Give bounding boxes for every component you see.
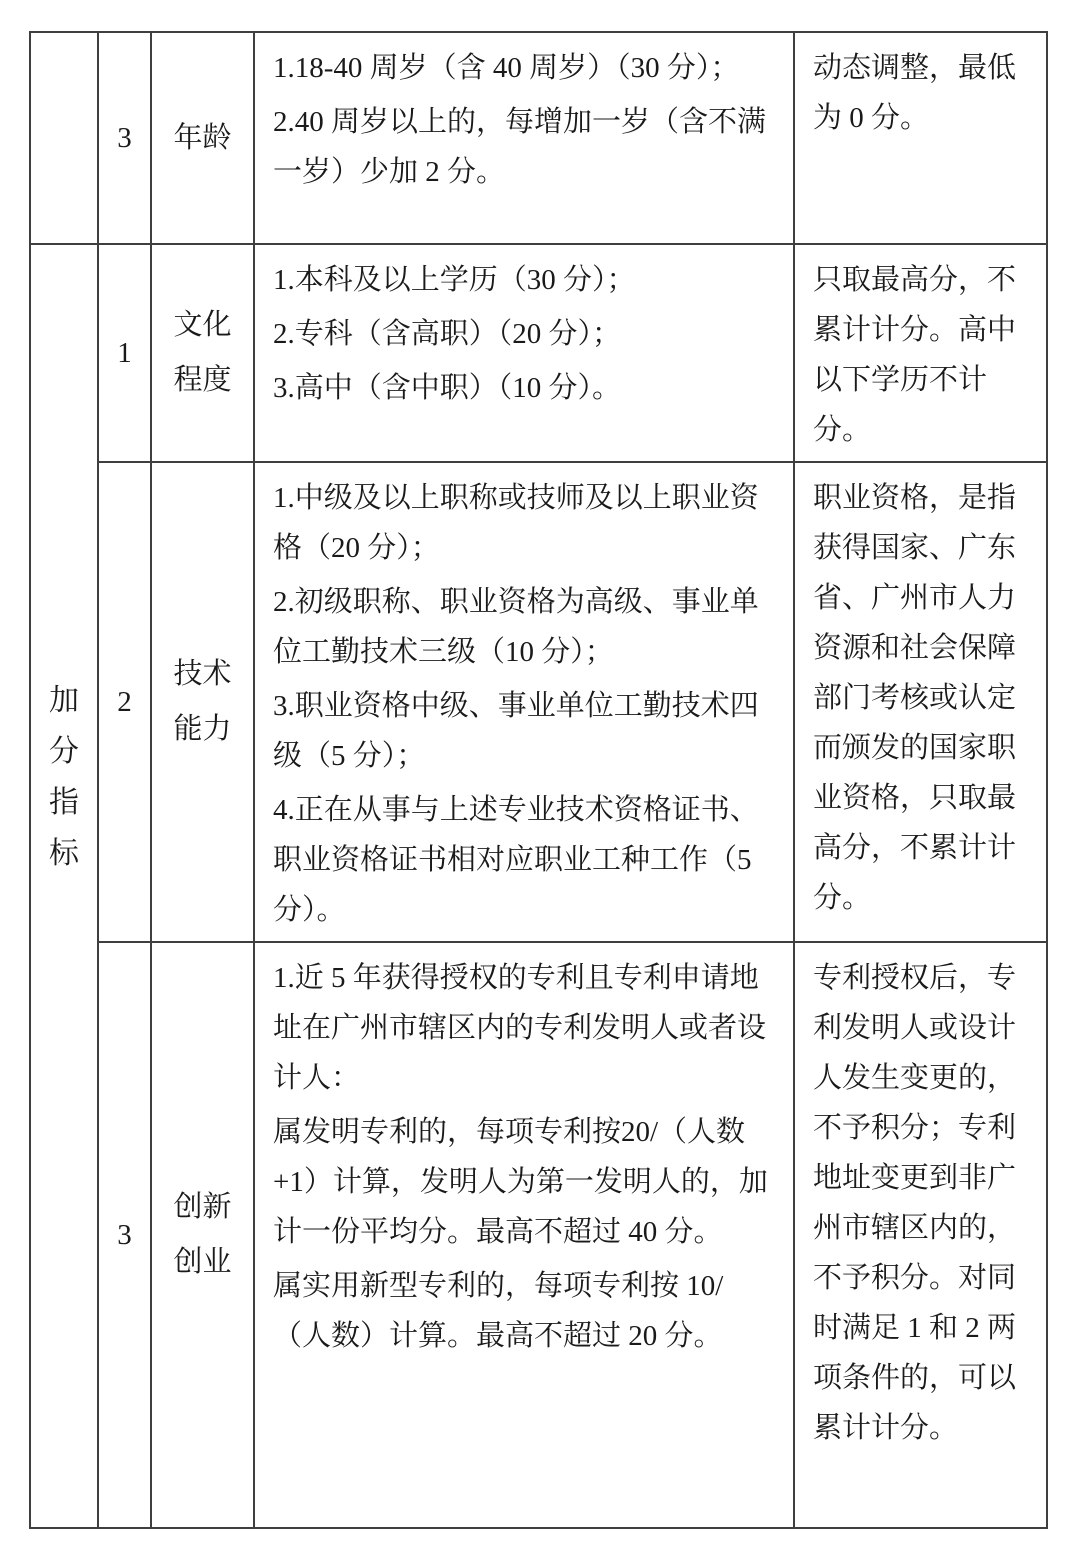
criteria-item: 1.18-40 周岁（含 40 周岁）（30 分）； [273, 52, 740, 84]
remarks-text: 动态调整，最低为 0 分。 [813, 52, 1017, 134]
table-row-education [30, 244, 1047, 462]
criteria-item: 3.职业资格中级、事业单位工勤技术四级（5 分）； [273, 690, 759, 772]
indicator-name-technical-ability [151, 462, 254, 942]
criteria-item: 1.中级及以上职称或技师及以上职业资格（20 分）； [273, 482, 759, 564]
table-row-innovation [30, 942, 1047, 1528]
indicator-name-label: 年龄 [173, 121, 232, 154]
category-cell-empty [30, 32, 98, 244]
remarks-cell-age [794, 32, 1047, 244]
indicator-name-education [151, 244, 254, 462]
remarks-cell-education [794, 244, 1047, 462]
indicator-name-label: 创新创业 [173, 1191, 232, 1278]
criteria-item: 2.40 周岁以上的，每增加一岁（含不满一岁）少加 2 分。 [273, 106, 767, 188]
criteria-item: 1.本科及以上学历（30 分）； [273, 264, 636, 296]
criteria-item: 2.初级职称、职业资格为高级、事业单位工勤技术三级（10 分）； [273, 586, 759, 668]
criteria-cell-education [254, 244, 794, 462]
criteria-item: 2.专科（含高职）（20 分）； [273, 318, 622, 350]
criteria-cell-technical-ability [254, 462, 794, 942]
remarks-text: 专利授权后，专利发明人或设计人发生变更的，不予积分；专利地址变更到非广州市辖区内的，不予积分。对同时满足 1 和 2 两项条件的，可以累计计分。 [813, 962, 1017, 1444]
remarks-cell-innovation [794, 942, 1047, 1528]
remarks-text: 只取最高分，不累计计分。高中以下学历不计分。 [813, 264, 1017, 446]
indicator-name-label: 文化程度 [173, 309, 232, 396]
indicator-name-label: 技术能力 [173, 658, 232, 745]
criteria-item: 3.高中（含中职）（10 分）。 [273, 372, 622, 404]
criteria-item: 属发明专利的，每项专利按20/（人数+1）计算，发明人为第一发明人的，加计一份平均分。最高不超过 40 分。 [273, 1116, 768, 1248]
remarks-text: 职业资格，是指获得国家、广东省、广州市人力资源和社会保障部门考核或认定而颁发的国家职业资格，只取最高分，不累计计分。 [813, 482, 1017, 914]
criteria-item: 4.正在从事与上述专业技术资格证书、职业资格证书相对应职业工种工作（5 分）。 [273, 794, 759, 926]
indicator-name-age [151, 32, 254, 244]
row-index: 1 [98, 244, 151, 462]
bonus-indicators-label: 加分指标 [49, 684, 79, 870]
criteria-cell-innovation [254, 942, 794, 1528]
row-index: 3 [98, 942, 151, 1528]
table-row-technical-ability [30, 462, 1047, 942]
criteria-item: 属实用新型专利的，每项专利按 10/（人数）计算。最高不超过 20 分。 [273, 1270, 724, 1352]
category-cell-bonus-indicators [30, 244, 98, 1528]
criteria-item: 1.近 5 年获得授权的专利且专利申请地址在广州市辖区内的专利发明人或者设计人： [273, 962, 767, 1094]
remarks-cell-technical-ability [794, 462, 1047, 942]
indicator-name-innovation [151, 942, 254, 1528]
bonus-indicators-table [29, 31, 1048, 1529]
table-row-age [30, 32, 1047, 244]
row-index: 2 [98, 462, 151, 942]
criteria-cell-age [254, 32, 794, 244]
row-index: 3 [98, 32, 151, 244]
